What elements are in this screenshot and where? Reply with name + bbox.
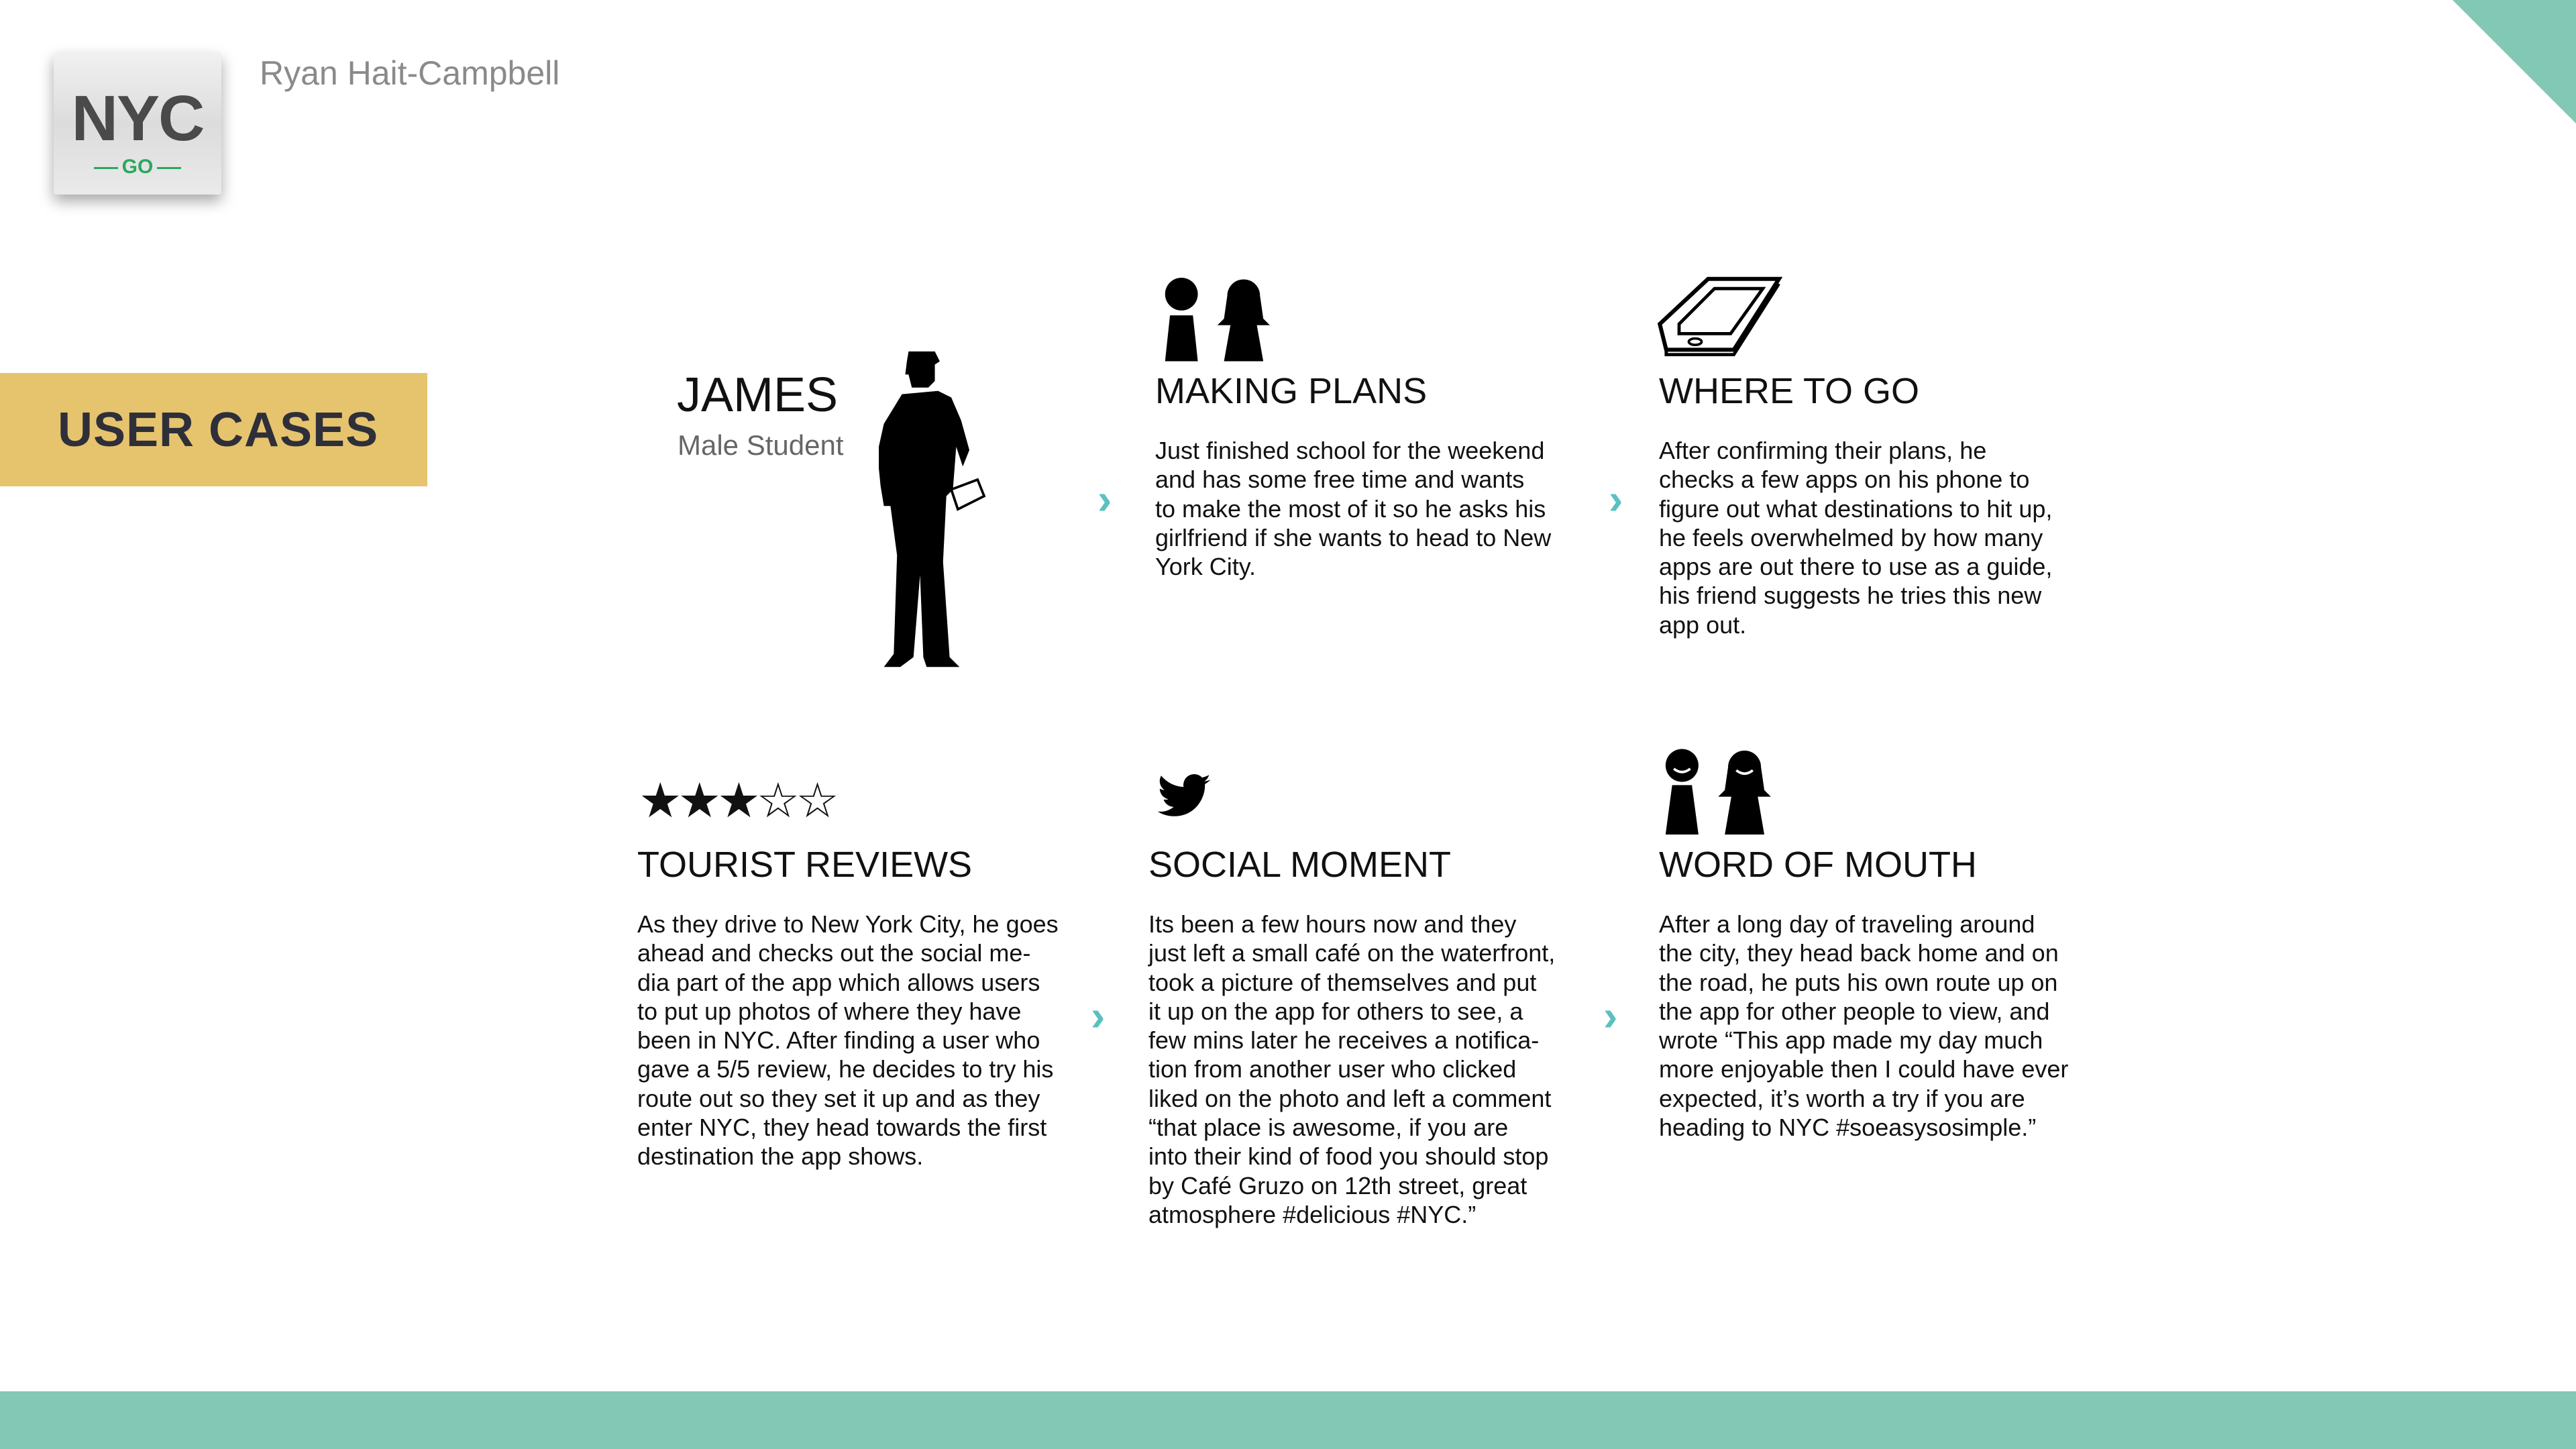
nyc-go-logo [54,52,221,195]
case-title: WORD OF MOUTH [1659,845,1977,885]
twitter-bird-icon [1155,772,1213,826]
couple-icon [1159,276,1281,362]
case-text: Just finished school for the weekend and has some free time and wants to make the most of it so he asks his girlfriend if she wants to head to New York City. [1155,437,1552,581]
case-title: MAKING PLANS [1155,371,1428,411]
tablet-icon [1656,276,1782,356]
case-text: After a long day of traveling around the city, they head back home and on the road, he puts his own route up on the app for other people to view, and wrote “This app made my day much more enjoyable then I could have ever expected, it’s worth a try if you are heading to NYC #soeasysosimple.” [1659,910,2069,1142]
logo-subtext: GO [54,156,221,178]
author-name: Ryan Hait-Campbell [260,54,560,92]
chevron-right-icon: › [1609,475,1623,523]
chevron-right-icon: › [1097,475,1112,523]
student-silhouette-icon [879,348,994,677]
case-title: TOURIST REVIEWS [637,845,973,885]
section-banner [0,373,427,486]
corner-decoration [2453,0,2576,123]
persona-role: Male Student [678,429,844,461]
banner-title: USER CASES [58,402,379,457]
star-rating-icon [639,774,835,828]
star-filled-icon: ★ [717,774,757,828]
star-empty-icon: ☆ [796,774,835,828]
case-text: Its been a few hours now and they just left a small café on the waterfront, took a picture of themselves and put it up on the app for others to see, a few mins later he receives a notifica- tion from another user who clicked liked on the photo and left a comment “that place is awesome, if you are into their kind of food you should stop by Café Gruzo on 12th street, great atmosphere #delicious #NYC.” [1148,910,1556,1228]
persona-name: JAMES [677,368,839,422]
case-text: After confirming their plans, he checks a few apps on his phone to figure out what destinations to hit up, he feels overwhelmed by how many apps are out there to use as a guide, his friend suggests he tries this new app out. [1659,437,2053,639]
footer-bar [0,1391,2576,1449]
smiling-couple-icon [1659,747,1782,835]
case-title: WHERE TO GO [1659,371,1920,411]
star-empty-icon: ☆ [756,774,796,828]
chevron-right-icon: › [1091,991,1106,1040]
star-filled-icon: ★ [678,774,718,828]
logo-text: NYC [71,83,204,154]
star-filled-icon: ★ [639,774,678,828]
case-title: SOCIAL MOMENT [1148,845,1452,885]
case-text: As they drive to New York City, he goes ahead and checks out the social me- dia part of the app which allows users to put up photos of where they have been in NYC. After finding a user who gave a 5/5 review, he decides to try his route out so they set it up and as they enter NYC, they head towards the first destination the app shows. [637,910,1059,1171]
chevron-right-icon: › [1603,991,1618,1040]
